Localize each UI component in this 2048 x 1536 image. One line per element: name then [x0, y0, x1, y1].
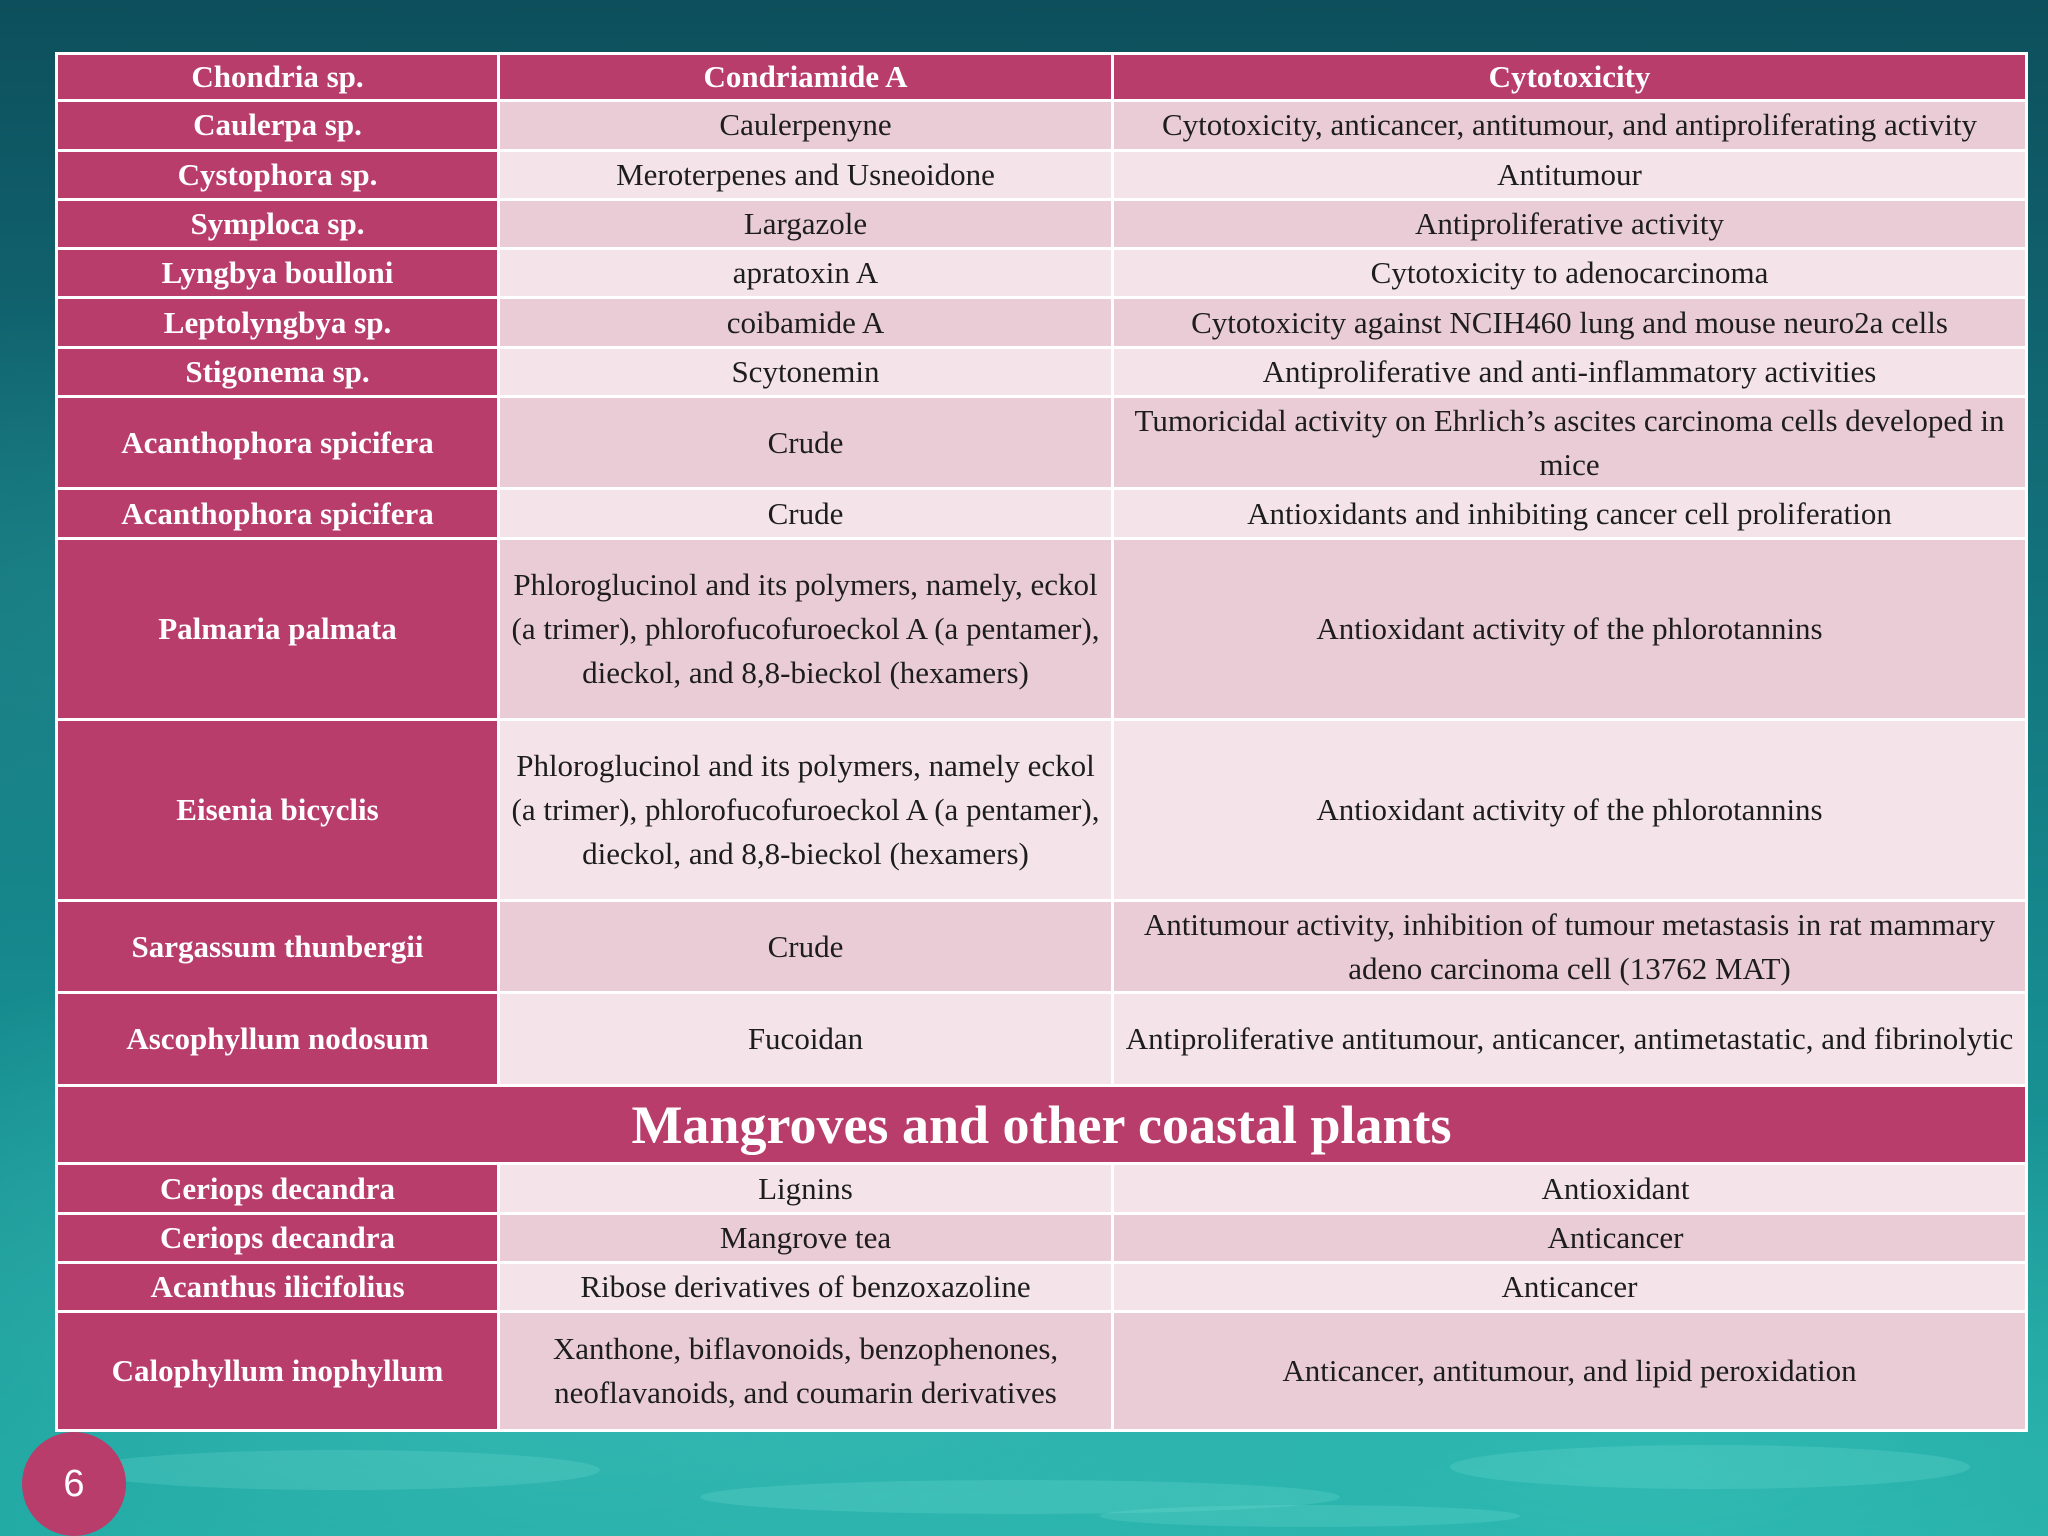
activity-cell: Antioxidants and inhibiting cancer cell proliferation [1113, 489, 2027, 538]
compound-cell: apratoxin A [499, 249, 1113, 298]
organism-cell: Calophyllum inophyllum [57, 1312, 499, 1431]
compound-cell: Phloroglucinol and its polymers, namely, eckol (a trimer), phlorofucofuroeckol A (a pentamer), dieckol, and 8,8-bieckol (hexamers) [499, 538, 1113, 719]
table-row [57, 538, 2027, 719]
activity-cell: Antioxidant activity of the phlorotannins [1113, 719, 2027, 900]
section-title: Mangroves and other coastal plants [57, 1085, 2027, 1163]
organism-cell: Leptolyngbya sp. [57, 298, 499, 347]
table-row [57, 993, 2027, 1086]
compound-cell: Lignins [499, 1164, 1113, 1213]
compound-cell: Crude [499, 396, 1113, 489]
organism-cell: Sargassum thunbergii [57, 900, 499, 993]
compound-cell: Meroterpenes and Usneoidone [499, 150, 1113, 199]
organism-cell: Ceriops decandra [57, 1164, 499, 1213]
organism-cell: Palmaria palmata [57, 538, 499, 719]
table-row [57, 150, 2027, 199]
table-row [57, 396, 2027, 489]
activity-cell: Tumoricidal activity on Ehrlich’s ascites carcinoma cells developed in mice [1113, 396, 2027, 489]
compound-cell: Ribose derivatives of benzoxazoline [499, 1262, 1113, 1311]
activity-cell: Antitumour [1113, 150, 2027, 199]
table-row [57, 719, 2027, 900]
organism-cell: Eisenia bicyclis [57, 719, 499, 900]
activity-cell: Antiproliferative and anti-inflammatory activities [1113, 347, 2027, 396]
page-number: 6 [63, 1462, 85, 1505]
table-row [57, 1213, 2027, 1262]
organism-cell: Lyngbya boulloni [57, 249, 499, 298]
organism-cell: Stigonema sp. [57, 347, 499, 396]
table-row [57, 489, 2027, 538]
activity-cell: Cytotoxicity against NCIH460 lung and mouse neuro2a cells [1113, 298, 2027, 347]
compound-cell: Caulerpenyne [499, 101, 1113, 150]
header-compound: Condriamide A [499, 54, 1113, 101]
table-row [57, 199, 2027, 248]
activity-cell: Anticancer, antitumour, and lipid peroxidation [1113, 1312, 2027, 1431]
water-highlight [80, 1450, 600, 1490]
organism-cell: Symploca sp. [57, 199, 499, 248]
organism-cell: Ceriops decandra [57, 1213, 499, 1262]
activity-cell: Antioxidant activity of the phlorotannins [1113, 538, 2027, 719]
table-row [57, 298, 2027, 347]
organism-cell: Acanthophora spicifera [57, 396, 499, 489]
water-highlight [700, 1480, 1340, 1514]
activity-cell: Cytotoxicity, anticancer, antitumour, and antiproliferating activity [1113, 101, 2027, 150]
section-header-row [57, 1085, 2027, 1163]
table-row [57, 347, 2027, 396]
activity-cell: Cytotoxicity to adenocarcinoma [1113, 249, 2027, 298]
compound-cell: Crude [499, 900, 1113, 993]
organism-cell: Acanthophora spicifera [57, 489, 499, 538]
table-row [57, 249, 2027, 298]
compound-cell: Largazole [499, 199, 1113, 248]
water-highlight [1450, 1445, 1970, 1489]
compound-cell: Xanthone, biflavonoids, benzophenones, neoflavanoids, and coumarin derivatives [499, 1312, 1113, 1431]
water-highlight [1100, 1505, 1520, 1527]
data-table [55, 52, 2028, 1432]
compound-cell: Phloroglucinol and its polymers, namely eckol (a trimer), phlorofucofuroeckol A (a pentamer), dieckol, and 8,8-bieckol (hexamers) [499, 719, 1113, 900]
table-row [57, 1262, 2027, 1311]
activity-cell: Antiproliferative antitumour, anticancer, antimetastatic, and fibrinolytic [1113, 993, 2027, 1086]
compound-cell: Scytonemin [499, 347, 1113, 396]
header-activity: Cytotoxicity [1113, 54, 2027, 101]
table-row [57, 101, 2027, 150]
activity-cell: Antiproliferative activity [1113, 199, 2027, 248]
organism-cell: Cystophora sp. [57, 150, 499, 199]
compound-cell: Fucoidan [499, 993, 1113, 1086]
header-organism: Chondria sp. [57, 54, 499, 101]
bioactive-compounds-table [55, 52, 2025, 1432]
compound-cell: Mangrove tea [499, 1213, 1113, 1262]
compound-cell: coibamide A [499, 298, 1113, 347]
activity-cell: Anticancer [1113, 1262, 2027, 1311]
page-number-badge [22, 1432, 126, 1536]
activity-cell: Antitumour activity, inhibition of tumour metastasis in rat mammary adeno carcinoma cell (13762 MAT) [1113, 900, 2027, 993]
organism-cell: Caulerpa sp. [57, 101, 499, 150]
organism-cell: Ascophyllum nodosum [57, 993, 499, 1086]
compound-cell: Crude [499, 489, 1113, 538]
organism-cell: Acanthus ilicifolius [57, 1262, 499, 1311]
activity-cell: Anticancer [1113, 1213, 2027, 1262]
table-row [57, 1312, 2027, 1431]
table-row [57, 1164, 2027, 1213]
table-row [57, 900, 2027, 993]
activity-cell: Antioxidant [1113, 1164, 2027, 1213]
table-header-row [57, 54, 2027, 101]
